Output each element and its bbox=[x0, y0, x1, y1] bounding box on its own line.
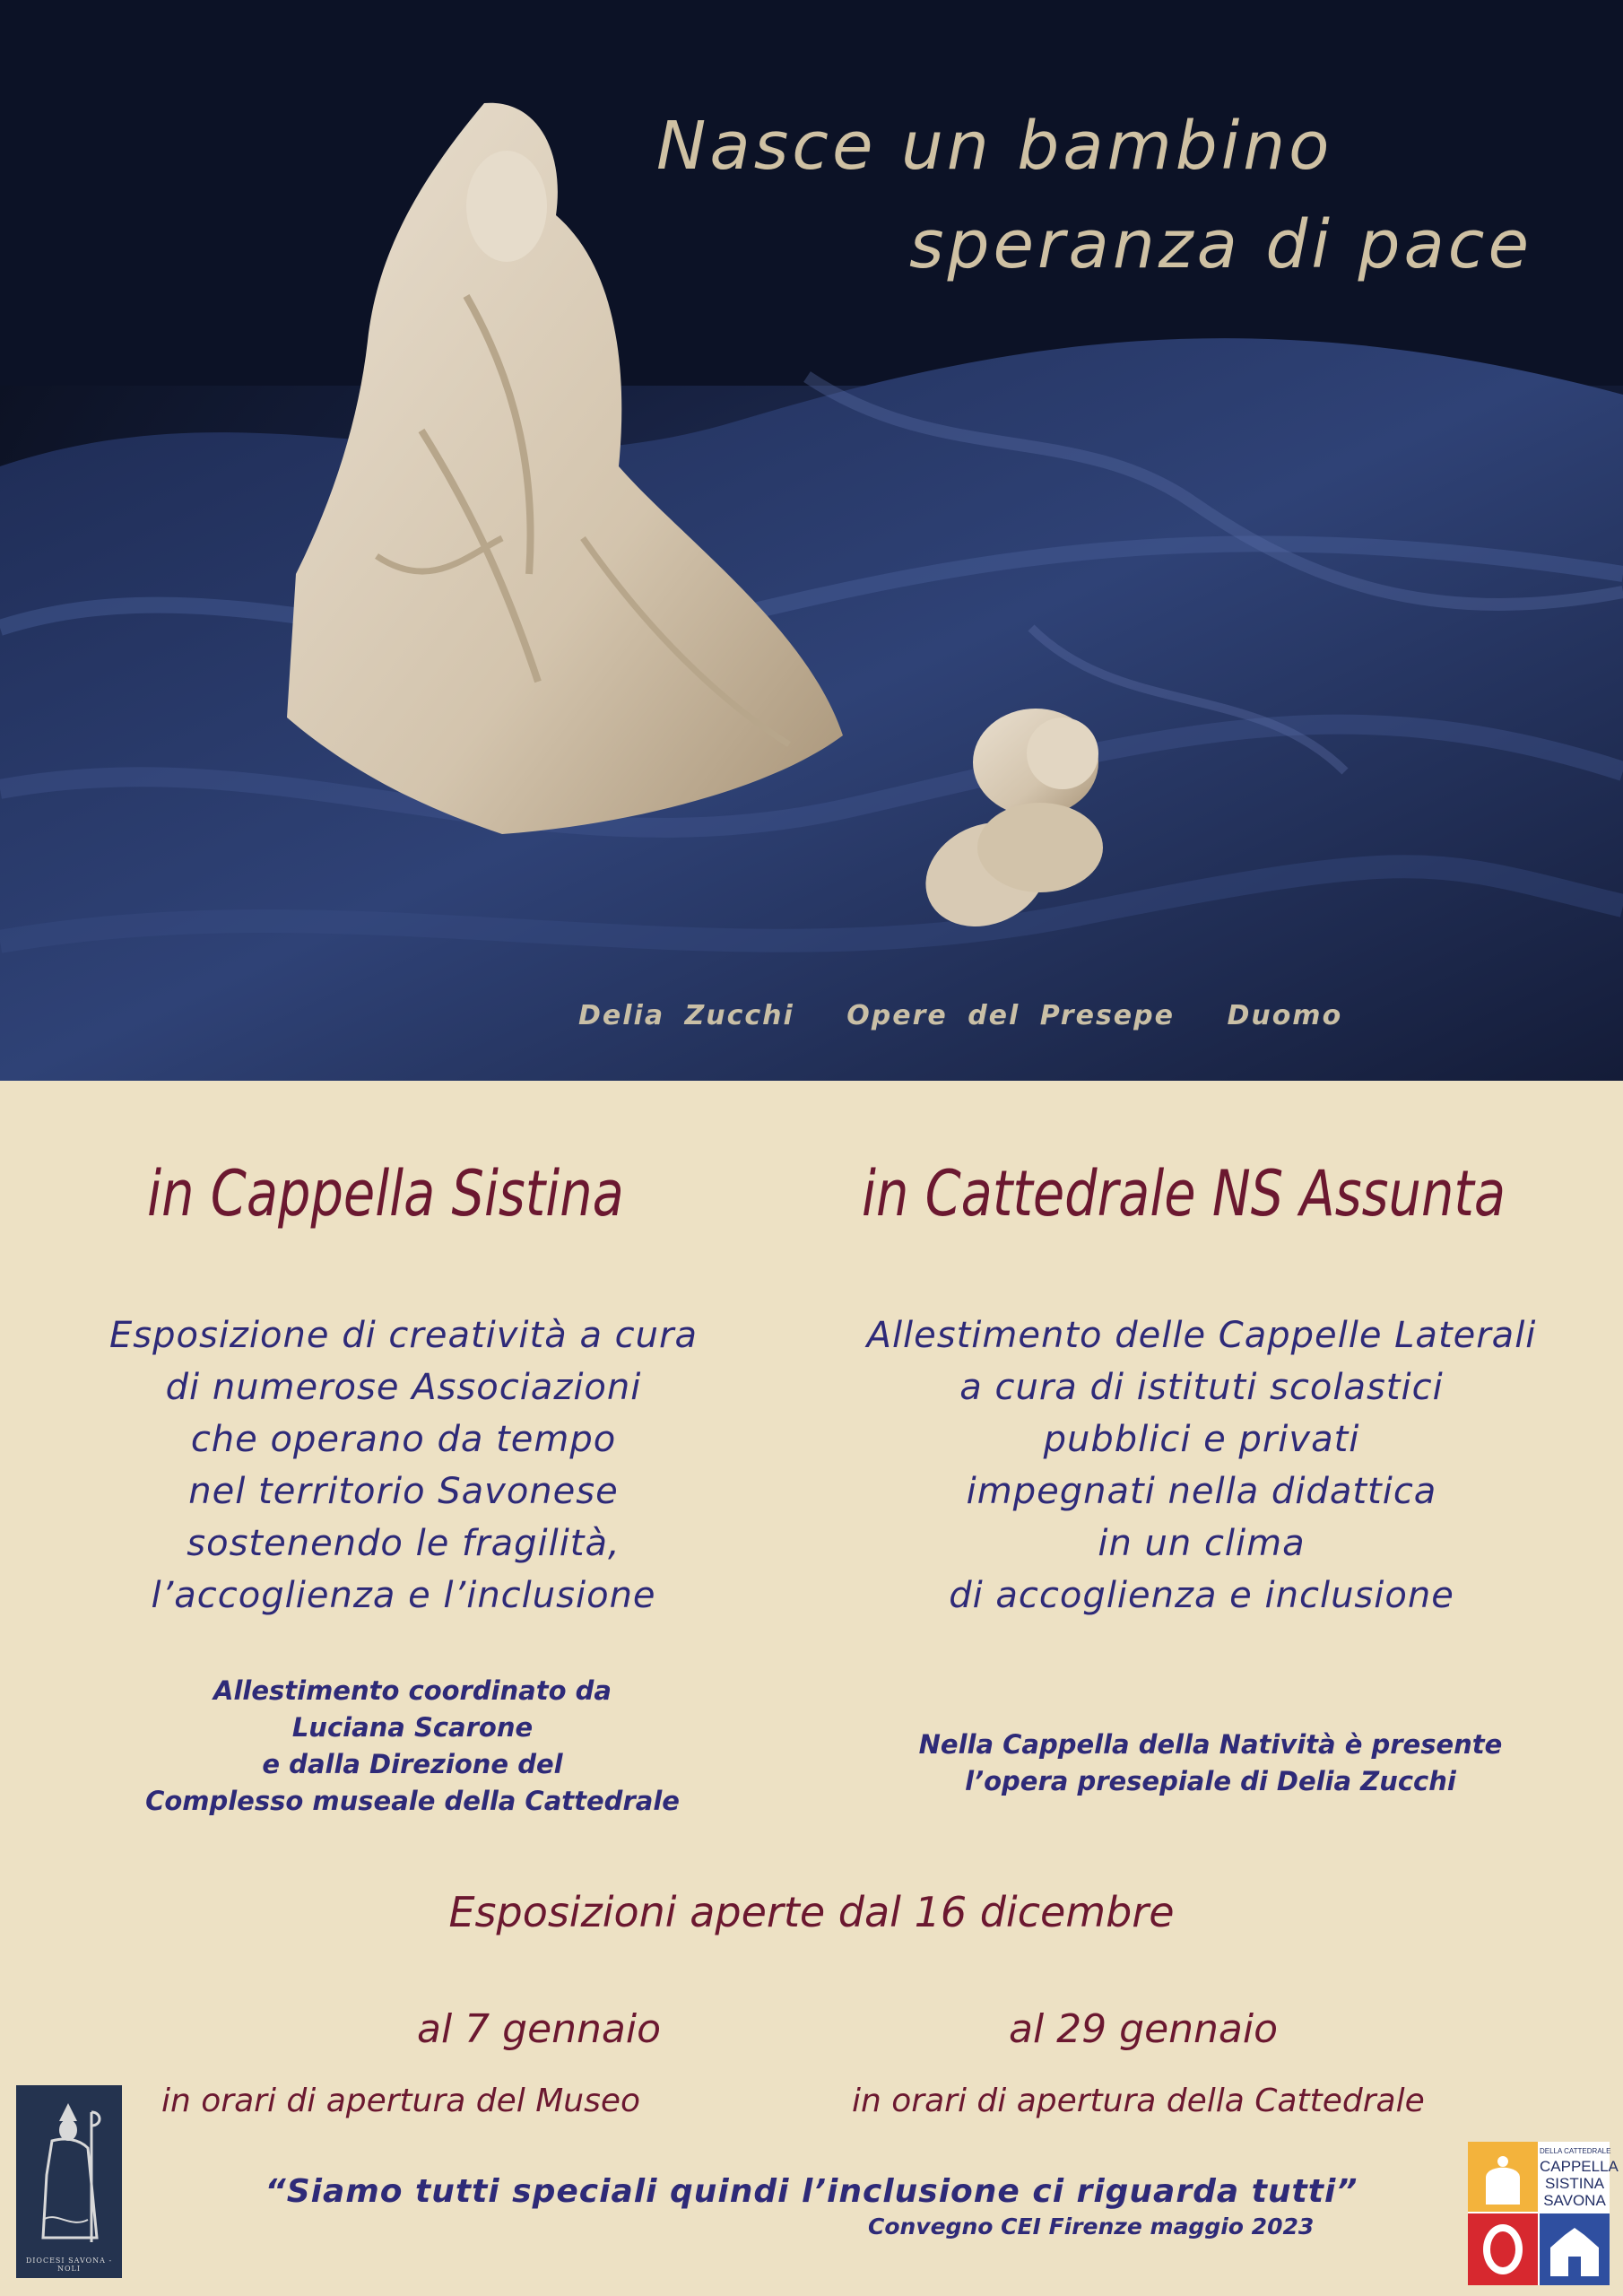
backdrop bbox=[0, 0, 1623, 386]
left-body-line: l’accoglienza e l’inclusione bbox=[151, 1575, 656, 1616]
right-until-date: al 29 gennaio bbox=[1009, 2006, 1279, 2052]
right-body-line: Allestimento delle Cappelle Laterali bbox=[866, 1315, 1537, 1356]
right-body-line: in un clima bbox=[1098, 1523, 1306, 1564]
left-note-line: Complesso museale della Cattedrale bbox=[145, 1786, 680, 1816]
logo-text-line4: SAVONA bbox=[1543, 2192, 1606, 2209]
right-description bbox=[807, 1309, 1596, 1622]
credit-artist: Delia Zucchi bbox=[578, 1000, 794, 1031]
logo-text-line1: DELLA CATTEDRALE bbox=[1540, 2147, 1611, 2155]
right-body-line: impegnati nella didattica bbox=[966, 1471, 1437, 1512]
right-note-line: l’opera presepiale di Delia Zucchi bbox=[965, 1766, 1456, 1796]
right-note bbox=[861, 1726, 1560, 1800]
left-description bbox=[36, 1309, 771, 1622]
cappella-sistina-logo bbox=[1468, 2142, 1619, 2285]
left-body-line: di numerose Associazioni bbox=[165, 1367, 642, 1408]
right-heading: in Cattedrale NS Assunta bbox=[861, 1157, 1506, 1231]
credit-place: Duomo bbox=[1227, 1000, 1343, 1031]
closing-quote: “Siamo tutti speciali quindi l’inclusione ci riguarda tutti” bbox=[265, 2173, 1358, 2210]
left-note bbox=[108, 1673, 717, 1820]
photo-credit bbox=[0, 1000, 1623, 1031]
bishop-figure-icon bbox=[16, 2085, 122, 2256]
left-body-line: sostenendo le fragilità, bbox=[187, 1523, 621, 1564]
logo-text-line2: CAPPELLA bbox=[1540, 2158, 1619, 2175]
hero-title-line1: Nasce un bambino bbox=[656, 108, 1333, 185]
right-body-line: di accoglienza e inclusione bbox=[949, 1575, 1454, 1616]
logo-text-line3: SISTINA bbox=[1544, 2175, 1605, 2192]
left-note-line: Luciana Scarone bbox=[291, 1712, 534, 1743]
left-until-date: al 7 gennaio bbox=[417, 2006, 662, 2052]
right-body-line: pubblici e privati bbox=[1043, 1419, 1360, 1460]
right-hours: in orari di apertura della Cattedrale bbox=[852, 2083, 1425, 2119]
hero-title-line2: speranza di pace bbox=[909, 206, 1533, 283]
diocese-caption: DIOCESI SAVONA - NOLI bbox=[25, 2257, 113, 2273]
left-hours: in orari di apertura del Museo bbox=[161, 2083, 641, 2119]
quote-source: Convegno CEI Firenze maggio 2023 bbox=[868, 2213, 1315, 2239]
left-body-line: che operano da tempo bbox=[190, 1419, 617, 1460]
left-body-line: Esposizione di creatività a cura bbox=[109, 1315, 698, 1356]
left-note-line: Allestimento coordinato da bbox=[213, 1675, 612, 1706]
left-heading: in Cappella Sistina bbox=[147, 1157, 624, 1231]
right-body-line: a cura di istituti scolastici bbox=[959, 1367, 1444, 1408]
left-body-line: nel territorio Savonese bbox=[188, 1471, 619, 1512]
right-note-line: Nella Cappella della Natività è presente bbox=[918, 1729, 1503, 1760]
hero-photo bbox=[0, 0, 1623, 1081]
opening-date: Esposizioni aperte dal 16 dicembre bbox=[448, 1888, 1175, 1936]
credit-works: Opere del Presepe bbox=[846, 1000, 1175, 1031]
left-note-line: e dalla Direzione del bbox=[262, 1749, 563, 1779]
diocese-logo bbox=[16, 2085, 122, 2278]
